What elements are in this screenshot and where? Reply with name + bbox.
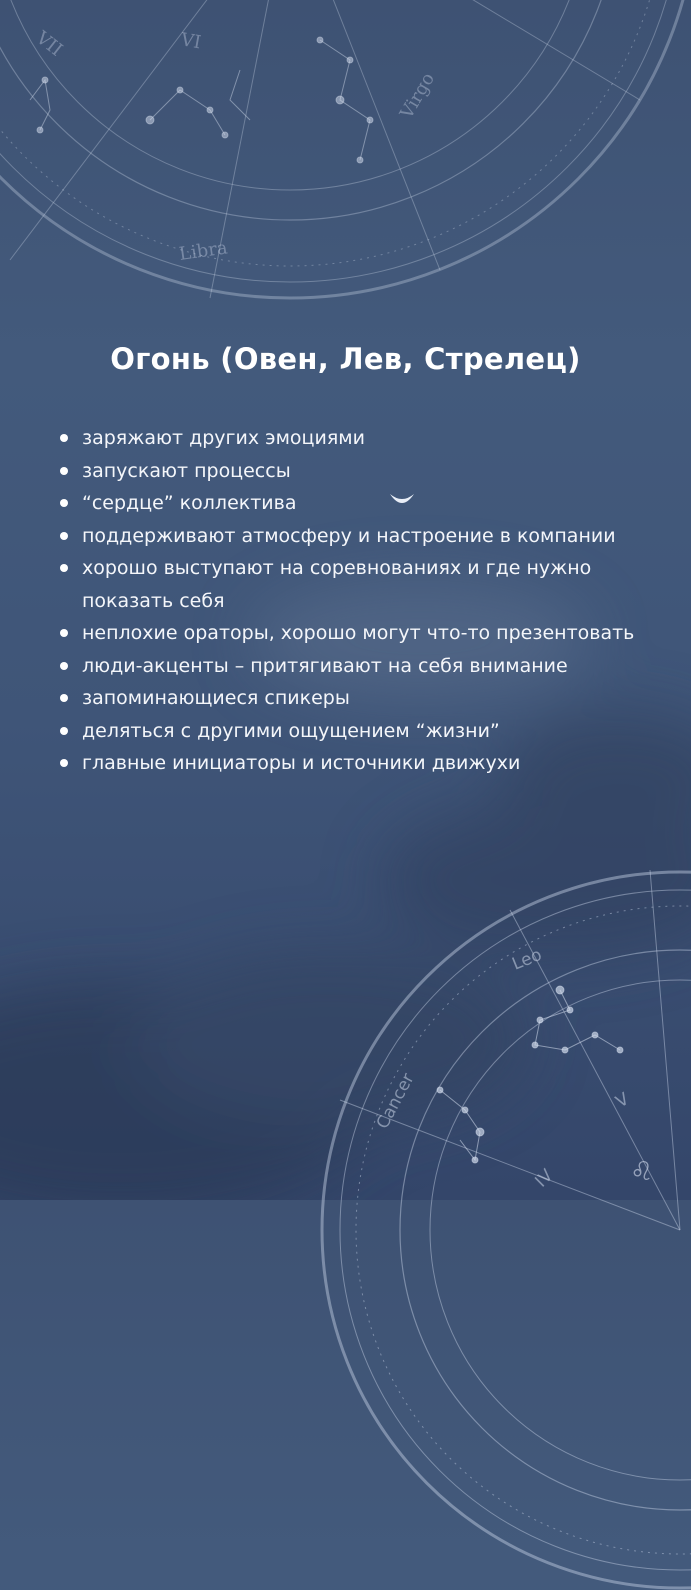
list-item: люди-акценты – притягивают на себя внимание bbox=[58, 650, 658, 683]
list-item: “сердце” коллектива bbox=[58, 487, 658, 520]
sign-label-v: V bbox=[612, 1089, 633, 1113]
list-item: поддерживают атмосферу и настроение в компании bbox=[58, 520, 658, 553]
list-item: главные инициаторы и источники движухи bbox=[58, 747, 658, 780]
list-item: деляться с другими ощущением “жизни” bbox=[58, 715, 658, 748]
zodiac-wheel-top bbox=[0, 0, 691, 300]
trait-list bbox=[58, 422, 658, 780]
sign-label-iv: IV bbox=[531, 1165, 558, 1192]
list-item: запоминающиеся спикеры bbox=[58, 682, 658, 715]
list-item: запускают процессы bbox=[58, 455, 658, 488]
page-title: Огонь (Овен, Лев, Стрелец) bbox=[110, 342, 581, 376]
list-item: хорошо выступают на соревнованиях и где нужно показать себя bbox=[58, 552, 658, 617]
leo-glyph-icon: ♌ bbox=[630, 1157, 654, 1187]
zodiac-wheel-bottom bbox=[320, 870, 691, 1590]
sign-label-vi: VI bbox=[179, 29, 203, 54]
sign-label-vii: VII bbox=[31, 27, 67, 61]
sign-label-libra: Libra bbox=[177, 237, 229, 265]
sign-label-cancer: Cancer bbox=[372, 1070, 419, 1133]
list-item: заряжают других эмоциями bbox=[58, 422, 658, 455]
sign-label-virgo: Virgo bbox=[396, 69, 440, 123]
list-item: неплохие ораторы, хорошо могут что-то презентовать bbox=[58, 617, 658, 650]
sign-label-leo: Leo bbox=[509, 944, 545, 975]
